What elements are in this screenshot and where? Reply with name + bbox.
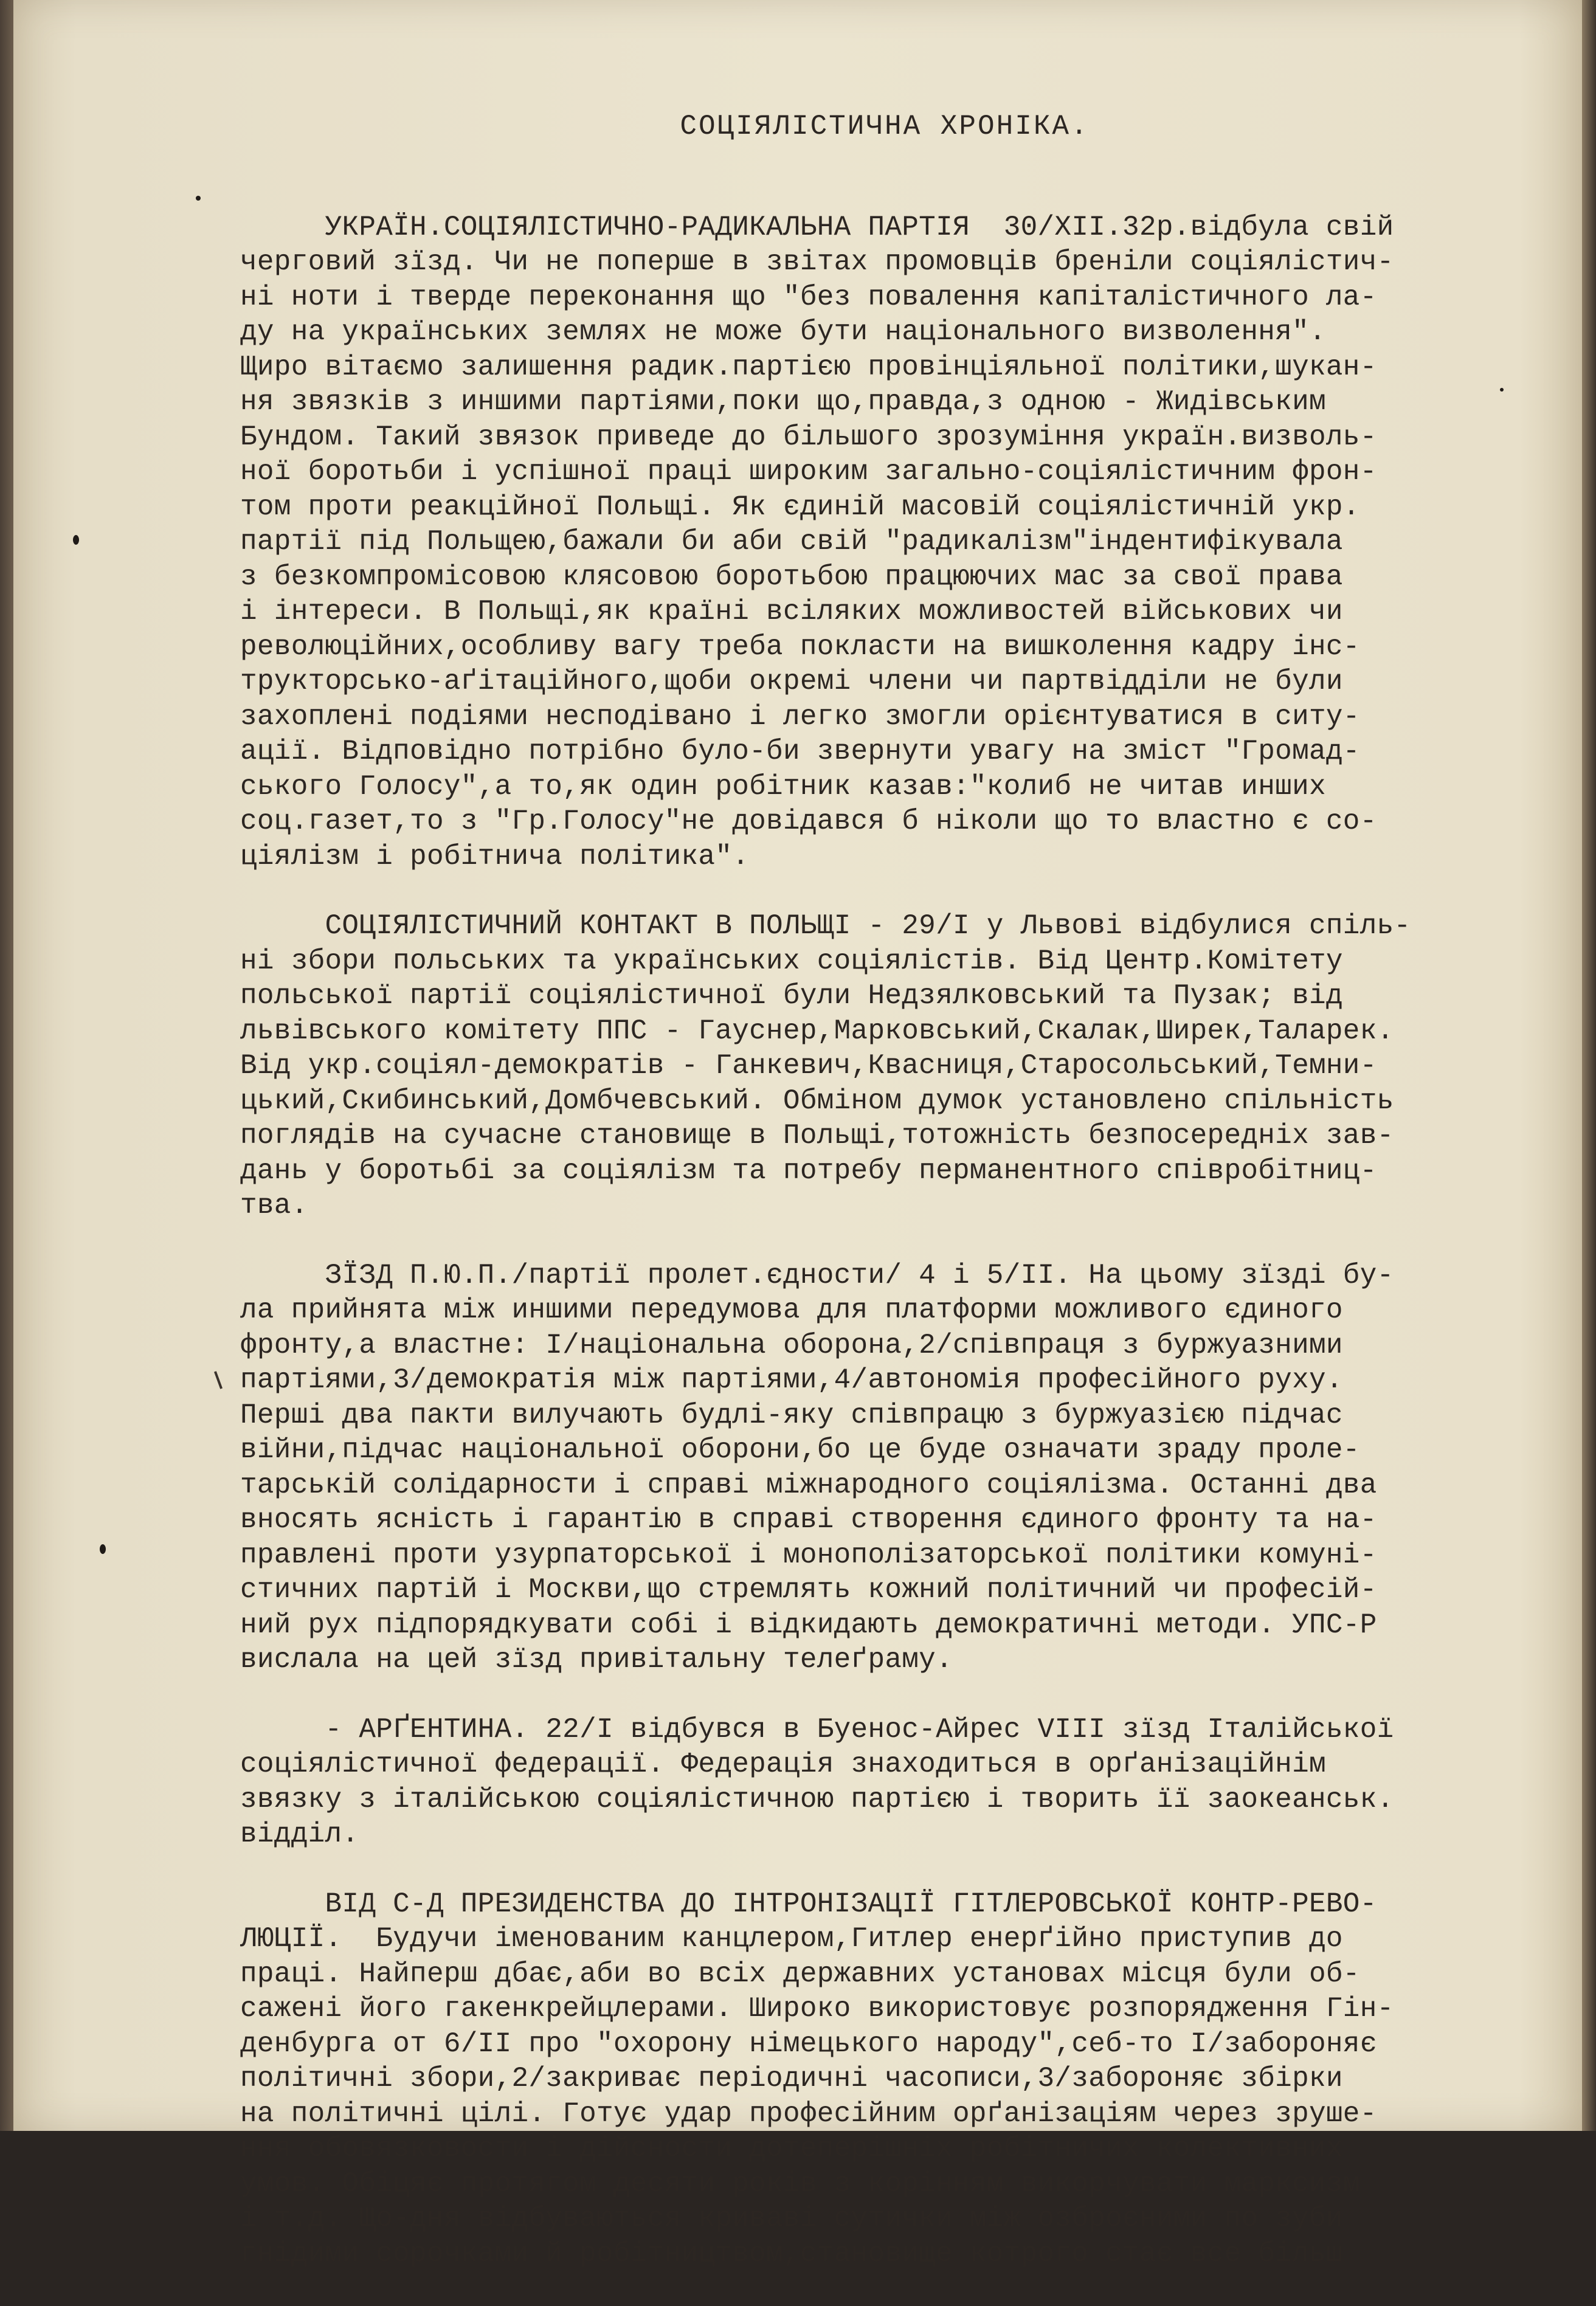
page-right-edge	[1582, 0, 1596, 2131]
text-line: Щиро вітаємо залишення радик.партією провінціяльної політики,шукан-	[240, 351, 1377, 383]
text-line: Бундом. Такий звязок приведе до більшого зрозуміння україн.визволь-	[240, 421, 1377, 453]
text-line: ЗЇЗД П.Ю.П./партії пролет.єдности/ 4 і 5/II. На цьому зїзді бу-	[240, 1259, 1394, 1291]
text-line: умов. Обіцяє протягом десяти років з корінням викорчувати марксизм	[240, 2167, 1360, 2200]
text-line: сажені його гакенкрейцлерами. Широко використовує розпорядження Гін-	[240, 1993, 1394, 2025]
margin-mark	[100, 1544, 106, 1554]
text-line: ної боротьби і успішної праці широким загально-соціялістичним фрон-	[240, 456, 1377, 488]
text-line: ського Голосу",а то,як один робітник казав:"колиб не читав инших	[240, 770, 1326, 803]
text-line: і т.д. Що-дня відбуваються криваві сутички між озброєними по зуби	[240, 2203, 1343, 2234]
text-line: правлені проти узурпаторської і монополізаторської політики комуні-	[240, 1539, 1377, 1571]
paragraph	[240, 1887, 1493, 2272]
margin-mark	[73, 535, 79, 545]
text-line: партіями,3/демократія між партіями,4/автономія професійного руху.	[240, 1364, 1343, 1396]
text-line: ня звязків з иншими партіями,поки що,правда,з одною - Жидівським	[240, 386, 1326, 418]
text-line: партії під Польщею,бажали би аби свій "радикалізм"індентифікувала	[240, 526, 1343, 558]
paragraphs	[240, 210, 1493, 2272]
text-line: ації. Відповідно потрібно було-би звернути увагу на зміст "Громад-	[240, 736, 1360, 767]
text-line: СОЦІЯЛІСТИЧНИЙ КОНТАКТ В ПОЛЬЩІ - 29/І у Львові відбулися спіль-	[240, 910, 1411, 942]
text-line: ння обовязковости і дійсности дотеперішніх робітничих колективних	[240, 2133, 1343, 2164]
text-line: польської партії соціялістичної були Недзялковський та Пузак; від	[240, 980, 1343, 1012]
text-line: тарській солідарности і справі міжнародного соціялізма. Останні два	[240, 1469, 1377, 1501]
text-line: гнідими сорочками й робітництвом,становище котрого стає все більш	[240, 2237, 1343, 2270]
text-line: відділ.	[240, 1818, 359, 1850]
text-line: тва.	[240, 1190, 308, 1221]
text-line: дань у боротьбі за соціялізм та потребу перманентного співробітниц-	[240, 1155, 1377, 1187]
text-line: соціялістичної федерації. Федерація знаходиться в орґанізаційнім	[240, 1748, 1326, 1780]
text-line: ні збори польських та українських соціялістів. Від Центр.Комітету	[240, 945, 1343, 977]
margin-mark	[1500, 388, 1504, 392]
text-line: денбурга от 6/II про "охорону німецького народу",себ-то I/забороняє	[240, 2028, 1377, 2060]
text-line: поглядів на сучасне становище в Польщі,тотожність безпосередніх зав-	[240, 1120, 1394, 1151]
text-line: - АРҐЕНТИНА. 22/I відбувся в Буенос-Айрес VIII зїзд Італійської	[240, 1713, 1394, 1745]
paragraph	[240, 909, 1493, 1224]
text-line: черговий зїзд. Чи не поперше в звітах промовців бреніли соціялістич-	[240, 246, 1394, 278]
text-line: звязку з італійською соціялістичною партією і творить її заокеанськ.	[240, 1783, 1394, 1815]
text-line: революційних,особливу вагу треба покласти на вишколення кадру інс-	[240, 630, 1360, 663]
margin-mark	[196, 196, 201, 201]
text-line: львівського комітету ППС - Гауснер,Марковський,Скалак,Ширек,Таларек.	[240, 1015, 1394, 1047]
text-line: війни,підчас національної оборони,бо це буде означати зраду проле-	[240, 1434, 1360, 1466]
document-title: СОЦІЯЛІСТИЧНА ХРОНІКА.	[680, 111, 1090, 142]
text-line: УКРАЇН.СОЦІЯЛІСТИЧНО-РАДИКАЛЬНА ПАРТІЯ 30/XII.32р.відбула свій	[240, 211, 1394, 243]
text-line: вислала на цей зїзд привітальну телеґраму.	[240, 1644, 953, 1676]
text-line: ціялізм і робітнича політика".	[240, 840, 750, 872]
text-line: ВІД С-Д ПРЕЗИДЕНСТВА ДО ІНТРОНІЗАЦІЇ ГІТЛЕРОВСЬКОЇ КОНТР-РЕВО-	[240, 1888, 1377, 1920]
text-line: фронту,а властне: I/національна оборона,2/співпраця з буржуазними	[240, 1329, 1343, 1361]
text-line: ду на українських землях не може бути національного визволення".	[240, 316, 1326, 348]
text-line: і інтереси. В Польщі,як країні всіляких можливостей військових чи	[240, 596, 1343, 627]
text-line: цький,Скибинський,Домбчевський. Обміном думок установлено спільність	[240, 1085, 1394, 1117]
text-line: з безкомпромісовою клясовою боротьбою працюючих мас за свої права	[240, 561, 1343, 593]
margin-mark	[214, 1371, 223, 1389]
text-line: на політичні цілі. Готує удар професійним орґанізаціям через зруше-	[240, 2097, 1377, 2130]
text-line: праці. Найперш дбає,аби во всіх державних установах місця були об-	[240, 1958, 1360, 1990]
text-line: ні ноти і тверде переконання що "без повалення капіталістичного ла-	[240, 281, 1377, 313]
text-line: захоплені подіями несподівано і легко змогли орієнтуватися в ситу-	[240, 700, 1360, 733]
text-line: соц.газет,то з "Гр.Голосу"не довідався б ніколи що то властно є со-	[240, 806, 1377, 837]
text-line: вносять ясність і гарантію в справі створення єдиного фронту та на-	[240, 1504, 1377, 1536]
text-line: стичних партій і Москви,що стремлять кожний політичний чи професій-	[240, 1574, 1377, 1606]
text-line: ла прийнята між иншими передумова для платформи можливого єдиного	[240, 1294, 1343, 1326]
text-line: політичні збори,2/закриває періодичні часописи,3/забороняє збірки	[240, 2063, 1343, 2094]
page-binding-edge	[0, 0, 13, 2131]
text-line: Від укр.соціял-демократів - Ганкевич,Квасниця,Старосольський,Темни-	[240, 1050, 1377, 1082]
text-line: ЛЮЦІЇ. Будучи іменованим канцлером,Гитлер енерґійно приступив до	[240, 1923, 1343, 1955]
paragraph	[240, 210, 1493, 875]
paragraph	[240, 1258, 1493, 1678]
text-line: том проти реакційної Польщі. Як єдиній масовій соціялістичній укр.	[240, 491, 1360, 523]
paragraph	[240, 1713, 1493, 1852]
text-line: трукторсько-аґітаційного,щоби окремі члени чи партвідділи не були	[240, 666, 1343, 697]
text-line: ний рух підпорядкувати собі і відкидають демократичні методи. УПС-Р	[240, 1609, 1377, 1641]
text-line: Перші два пакти вилучають будлі-яку співпрацю з буржуазією підчас	[240, 1399, 1343, 1431]
typewritten-text	[240, 97, 1493, 2306]
